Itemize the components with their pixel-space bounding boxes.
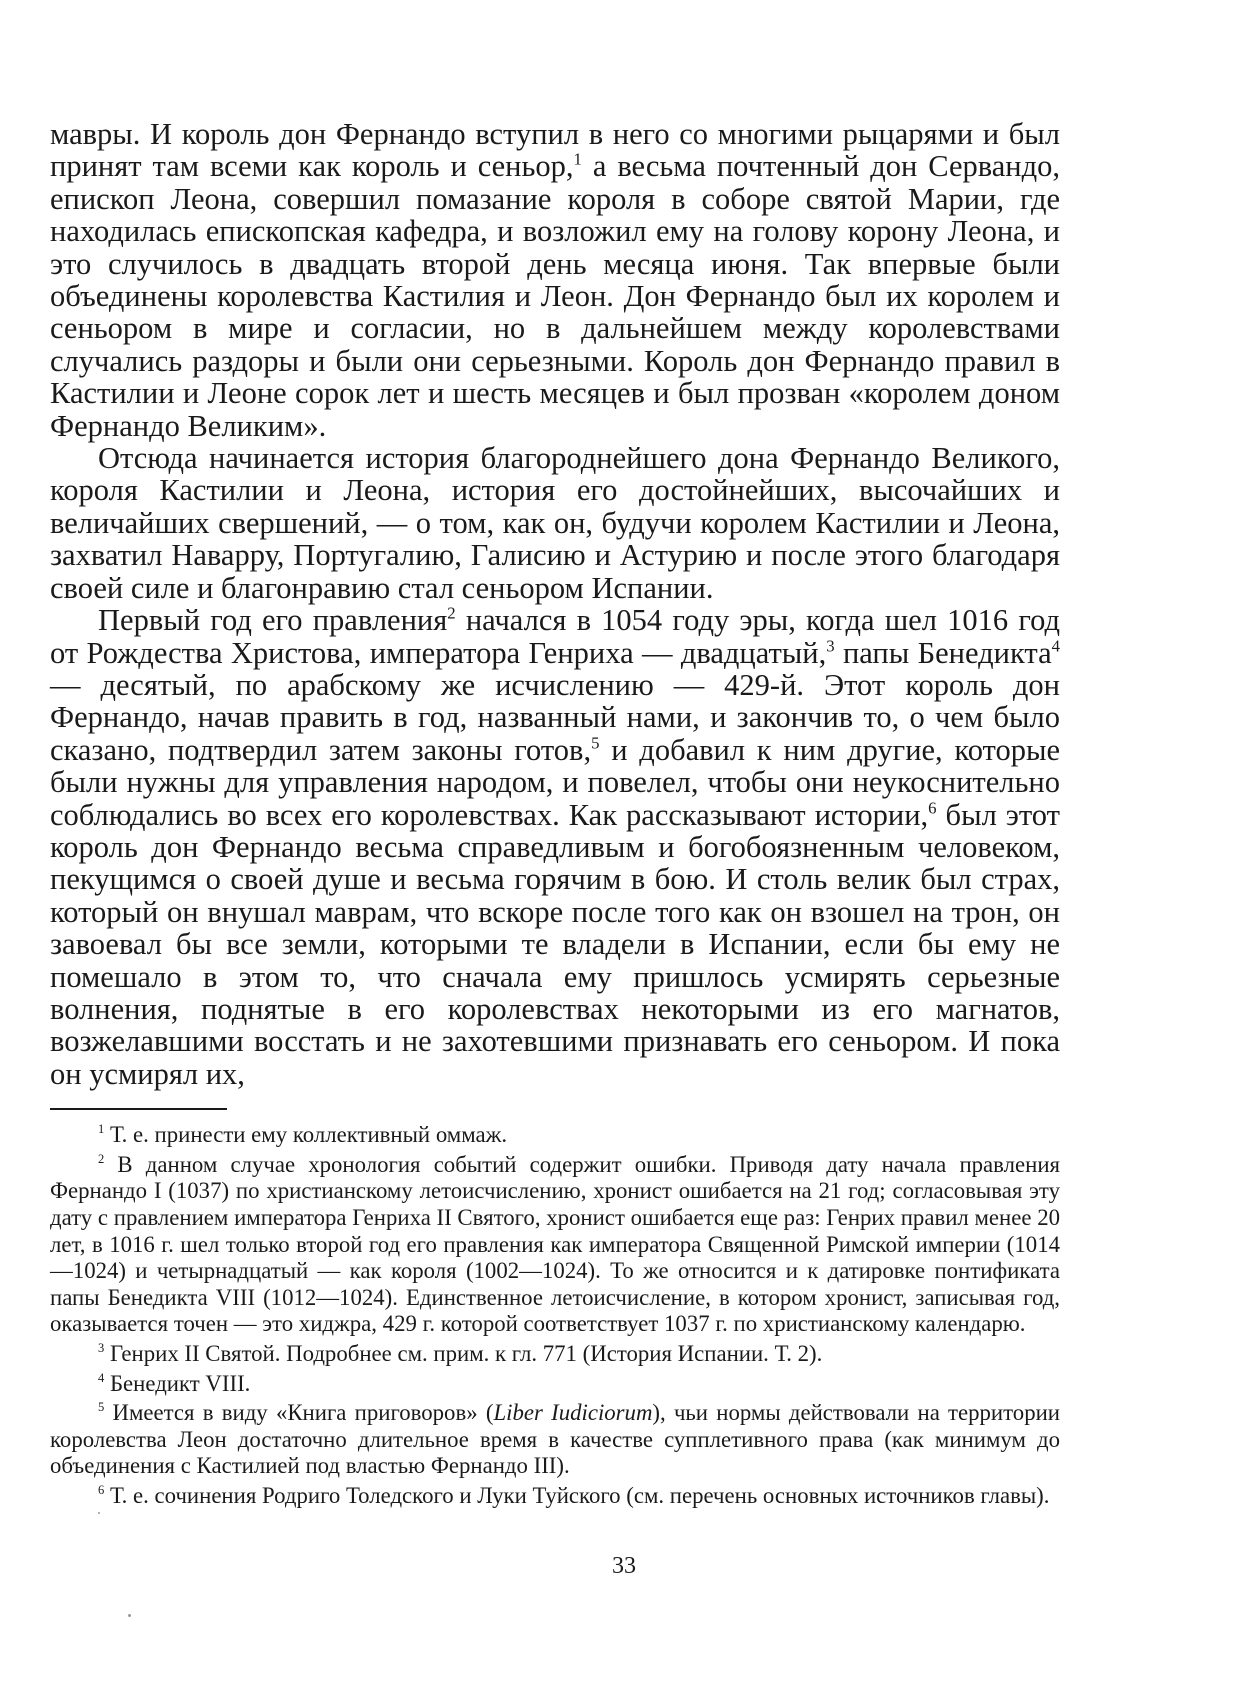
text-run: ), чьи нормы действовали на территории королевства Леон достаточно длительное время в качестве супплетивного права (как минимум до объединения с Кастилией под властью Фернандо III). [50,1400,1060,1479]
footnote-2 [50,1152,1060,1338]
text-run: В данном случае хронология событий содержит ошибки. Приводя дату начала правления Фернандо I (1037) по христианскому летоисчислению, хронист ошибается на 21 год; согласовывая эту дату с правлением императора Генриха II Святого, хронист ошибается еще раз: Генрих правил менее 20 лет, в 1016 г. шел только второй год его правления как императора Священной Римской империи (1014—1024) и четырнадцатый — как короля (1002—1024). То же относится и к датировке понтификата папы Бенедикта VIII (1012—1024). Единственное летоисчисление, в котором хронист, записывая год, оказывается точен — это хиджра, 429 г. которой соответствует 1037 г. по христианскому календарю. [50,1151,1060,1337]
footnote-5 [50,1400,1060,1480]
footnote-4 [50,1371,1060,1398]
footnote-ref: 5 [591,732,600,752]
footnote-ref: 4 [1051,635,1060,655]
footnote-number: 1 [98,1122,105,1137]
footnote-3 [50,1341,1060,1368]
footnote-number: 2 [98,1152,105,1167]
footnote-1 [50,1122,1060,1149]
footnote-ref: 2 [447,603,456,623]
footnote-number: 3 [98,1341,105,1356]
italic-text: Liber Iudiciorum [493,1400,653,1426]
footnote-ref: 6 [928,797,937,817]
footnote-separator [50,1108,227,1110]
page-body [50,118,1060,1513]
text-run: начался в 1054 году эры, когда шел 1016 год от Рождества Христова, императора Генриха — двадцатый, [50,603,1060,670]
paragraph-3 [50,604,1060,1090]
page-number: 33 [612,1553,636,1579]
text-run: был этот король дон Фернандо весьма справедливым и богобоязненным человеком, пекущимся о своей душе и весьма горячим в бою. И столь велик был страх, который он внушал маврам, что вскоре после того как он взошел на трон, он завоевал бы все земли, которыми те владели в Испании, если бы ему не помешало в этом то, что сначала ему пришлось усмирять серьезные волнения, поднятые в его королевствах некоторыми из его магнатов, возжелавшими восстать и не захотевшими признавать его сеньором. И пока он усмирял их, [50,797,1060,1091]
footnote-number: 4 [98,1370,105,1385]
text-run: мавры. И король дон Фернандо вступил в него со многими рыцарями и был принят там всеми как король и сеньор, [50,117,1060,184]
text-run: Отсюда начинается история благороднейшего дона Фернандо Великого, короля Кастилии и Леона, история его достойнейших, высочайших и величайших свершений, — о том, как он, будучи королем Кастилии и Леона, захватил Наварру, Португалию, Галисию и Астурию и после этого благодаря своей силе и благонравию стал сеньором Испании. [50,441,1060,605]
text-run: — десятый, по арабскому же исчислению — 429-й. Этот король дон Фернандо, начав править в год, названный нами, и закончив то, о чем было сказано, подтвердил затем законы готов, [50,667,1060,767]
scan-speck [128,1614,131,1617]
text-run: Генрих II Святой. Подробнее см. прим. к гл. 771 (История Испании. Т. 2). [104,1340,823,1366]
text-run: папы Бенедикта [834,635,1052,670]
text-run: Т. е. сочинения Родриго Толедского и Луки Туйского (см. перечень основных источников главы). [104,1482,1050,1508]
text-run: а весьма почтенный дон Сервандо, епископ Леона, совершил помазание короля в соборе святой Марии, где находилась епископская кафедра, и возложил ему на голову корону Леона, и это случилось в двадцать второй день месяца июня. Так впервые были объединены королевства Кастилия и Леон. Дон Фернандо был их королем и сеньором в мире и согласии, но в дальнейшем между королевствами случались раздоры и были они серьезными. Король дон Фернандо правил в Кастилии и Леоне сорок лет и шесть месяцев и был прозван «королем доном Фернандо Великим». [50,149,1060,443]
footnote-ref: 1 [573,149,582,169]
paragraph-2 [50,442,1060,604]
text-run: Т. е. принести ему коллективный оммаж. [104,1122,508,1148]
footnote-ref: 3 [826,635,835,655]
text-run: Имеется в виду «Книга приговоров» ( [104,1400,494,1426]
main-text [50,118,1060,1090]
scan-speck [98,1512,100,1514]
text-run: и добавил к ним другие, которые были нужны для управления народом, и повелел, чтобы они неукоснительно соблюдались во всех его королевствах. Как рассказывают истории, [50,732,1060,832]
footnote-number: 6 [98,1483,105,1498]
footnotes [50,1122,1060,1509]
text-run: Бенедикт VIII. [104,1370,251,1396]
text-run: Первый год его правления [98,603,448,638]
paragraph-1 [50,118,1060,442]
footnote-number: 5 [98,1400,105,1415]
footnote-6 [50,1483,1060,1510]
